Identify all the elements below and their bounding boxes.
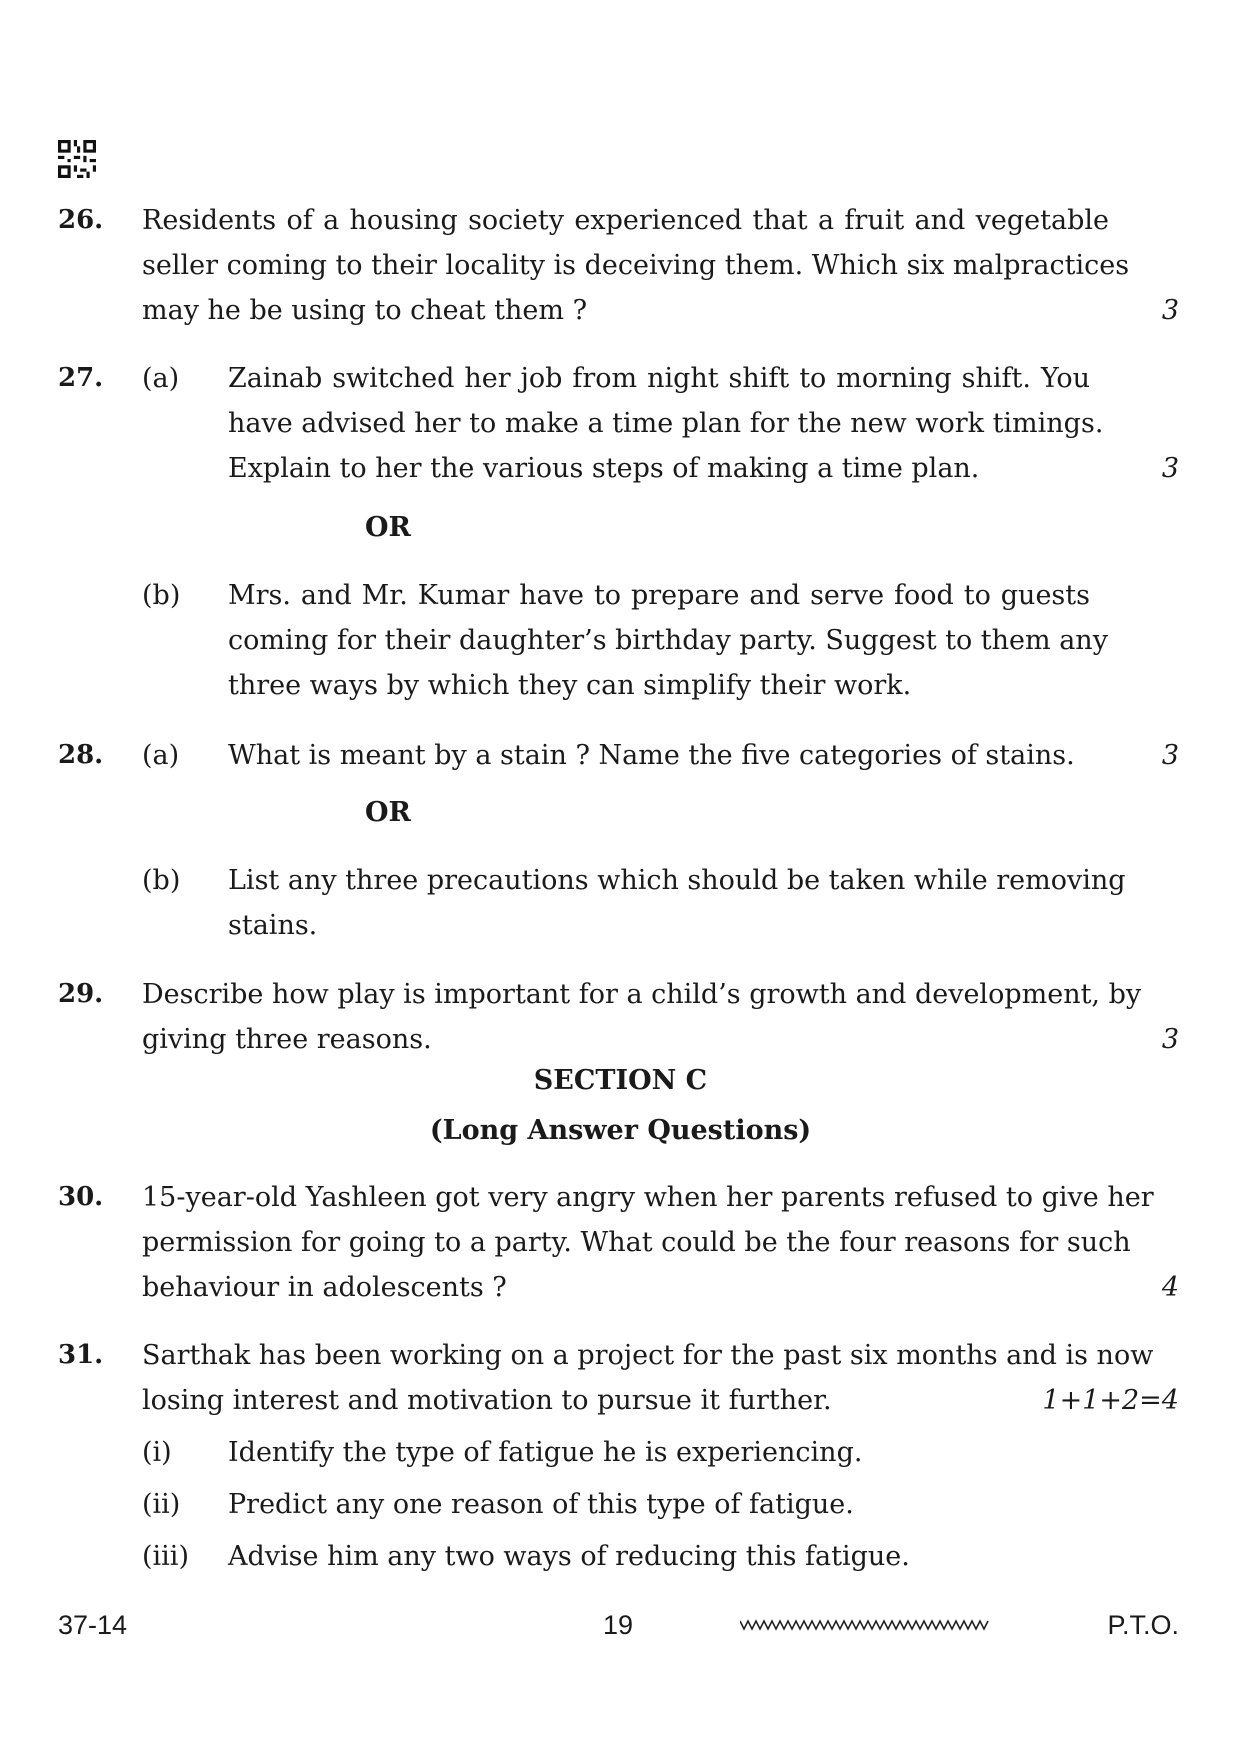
or-separator: OR bbox=[365, 797, 411, 828]
question-number: 31. bbox=[58, 1340, 104, 1370]
question-number: 27. bbox=[58, 363, 104, 393]
question-text-line: Advise him any two ways of reducing this fatigue. bbox=[228, 1541, 910, 1572]
marks: 3 bbox=[1161, 740, 1179, 771]
question-number: 28. bbox=[58, 740, 104, 770]
question-text-line: losing interest and motivation to pursue it further. bbox=[142, 1385, 832, 1416]
question-text-line: List any three precautions which should be taken while removing bbox=[228, 865, 1126, 896]
question-text-line: have advised her to make a time plan for the new work timings. bbox=[228, 408, 1104, 439]
section-subtitle: (Long Answer Questions) bbox=[429, 1115, 812, 1146]
question-text-line: Identify the type of fatigue he is experiencing. bbox=[228, 1437, 863, 1468]
sub-part-label: (iii) bbox=[142, 1541, 189, 1572]
question-text-line: Explain to her the various steps of making a time plan. bbox=[228, 453, 980, 484]
question-text-line: Describe how play is important for a child’s growth and development, by bbox=[142, 979, 1142, 1010]
sub-part-label: (b) bbox=[142, 865, 181, 896]
question-text-line: What is meant by a stain ? Name the five categories of stains. bbox=[228, 740, 1075, 771]
question-text-line: may he be using to cheat them ? bbox=[142, 295, 588, 326]
section-title: SECTION C bbox=[533, 1065, 708, 1096]
page-number: 19 bbox=[603, 1610, 634, 1640]
sub-part-label: (ii) bbox=[142, 1489, 181, 1520]
question-text-line: Predict any one reason of this type of fatigue. bbox=[228, 1489, 854, 1520]
sub-part-label: (a) bbox=[142, 363, 180, 394]
question-text-line: seller coming to their locality is deceiving them. Which six malpractices bbox=[142, 250, 1130, 281]
question-text-line: stains. bbox=[228, 910, 318, 941]
sub-part-label: (i) bbox=[142, 1437, 172, 1468]
question-text-line: behaviour in adolescents ? bbox=[142, 1272, 507, 1303]
question-text-line: Zainab switched her job from night shift to morning shift. You bbox=[228, 363, 1090, 394]
pto-label: P.T.O. bbox=[1107, 1610, 1179, 1640]
sub-part-label: (b) bbox=[142, 580, 181, 611]
question-text-line: Mrs. and Mr. Kumar have to prepare and serve food to guests bbox=[228, 580, 1090, 611]
question-number: 30. bbox=[58, 1182, 104, 1212]
marks: 4 bbox=[1161, 1272, 1179, 1303]
question-text-line: 15-year-old Yashleen got very angry when her parents refused to give her bbox=[142, 1182, 1154, 1213]
qr-code-icon bbox=[58, 140, 96, 178]
question-text-line: coming for their daughter’s birthday party. Suggest to them any bbox=[228, 625, 1108, 656]
marks: 1+1+2=4 bbox=[1042, 1385, 1179, 1416]
question-number: 26. bbox=[58, 205, 104, 235]
marks: 3 bbox=[1161, 1024, 1179, 1055]
marks: 3 bbox=[1161, 295, 1179, 326]
question-text-line: giving three reasons. bbox=[142, 1024, 432, 1055]
wavy-line-decoration bbox=[740, 1618, 990, 1632]
paper-code: 37-14 bbox=[58, 1610, 128, 1640]
question-text-line: Sarthak has been working on a project for the past six months and is now bbox=[142, 1340, 1154, 1371]
question-text-line: three ways by which they can simplify their work. bbox=[228, 670, 912, 701]
question-text-line: permission for going to a party. What could be the four reasons for such bbox=[142, 1227, 1131, 1258]
question-text-line: Residents of a housing society experienced that a fruit and vegetable bbox=[142, 205, 1109, 236]
or-separator: OR bbox=[365, 512, 411, 543]
marks: 3 bbox=[1161, 453, 1179, 484]
sub-part-label: (a) bbox=[142, 740, 180, 771]
question-number: 29. bbox=[58, 979, 104, 1009]
